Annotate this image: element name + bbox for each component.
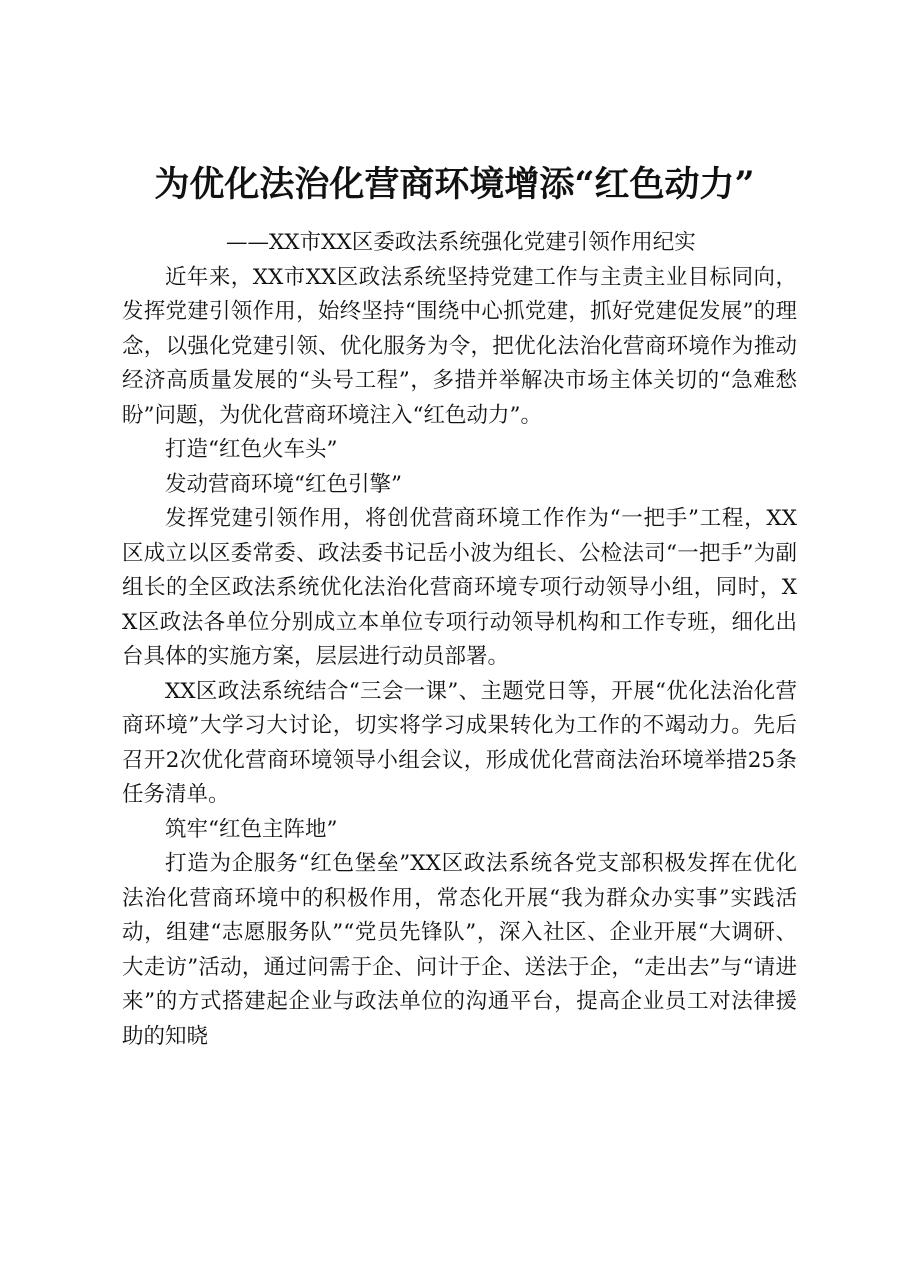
document-body [122, 226, 797, 1054]
paragraph-service: 打造为企服务“红色堡垒”XX区政法系统各党支部积极发挥在优化法治化营商环境中的积极作用，常态化开展“我为群众办实事”实践活动，组建“志愿服务队”“党员先锋队”，深入社区、企业开展“大调研、大走访”活动，通过问需于企、问计于企、送法于企，“走出去”与“请进来”的方式搭建起企业与政法单位的沟通平台，提高企业员工对法律援助的知晓 [122, 851, 797, 1049]
paragraph-leadership: 发挥党建引领作用，将创优营商环境工作作为“一把手”工程，XX区成立以区委常委、政法委书记岳小波为组长、公检法司“一把手”为副组长的全区政法系统优化法治化营商环境专项行动领导小组，同时，XX区政法各单位分别成立本单位专项行动领导机构和工作专班，细化出台具体的实施方案，层层进行动员部署。 [122, 506, 797, 669]
paragraph-study: XX区政法系统结合“三会一课”、主题党日等，开展“优化法治化营商环境”大学习大讨论，切实将学习成果转化为工作的不竭动力。先后召开2次优化营商环境领导小组会议，形成优化营商法治环境举措25条任务清单。 [122, 678, 797, 807]
document-subtitle: ——XX市XX区委政法系统强化党建引领作用纪实 [226, 230, 696, 255]
document-title: 为优化法治化营商环境增添“红色动力” [154, 164, 755, 205]
section-heading-red-position: 筑牢“红色主阵地” [165, 816, 338, 842]
section-heading-red-locomotive: 打造“红色火车头” [165, 437, 338, 462]
paragraph-intro: 近年来，XX市XX区政法系统坚持党建工作与主责主业目标同向，发挥党建引领作用，始终坚持“围绕中心抓党建，抓好党建促发展”的理念，以强化党建引领、优化服务为令，把优化法治化营商环境作为推动经济高质量发展的“头号工程”，多措并举解决市场主体关切的“急难愁盼”问题，为优化营商环境注入“红色动力”。 [122, 264, 797, 428]
section-heading-red-engine: 发动营商环境“红色引擎” [165, 471, 402, 497]
